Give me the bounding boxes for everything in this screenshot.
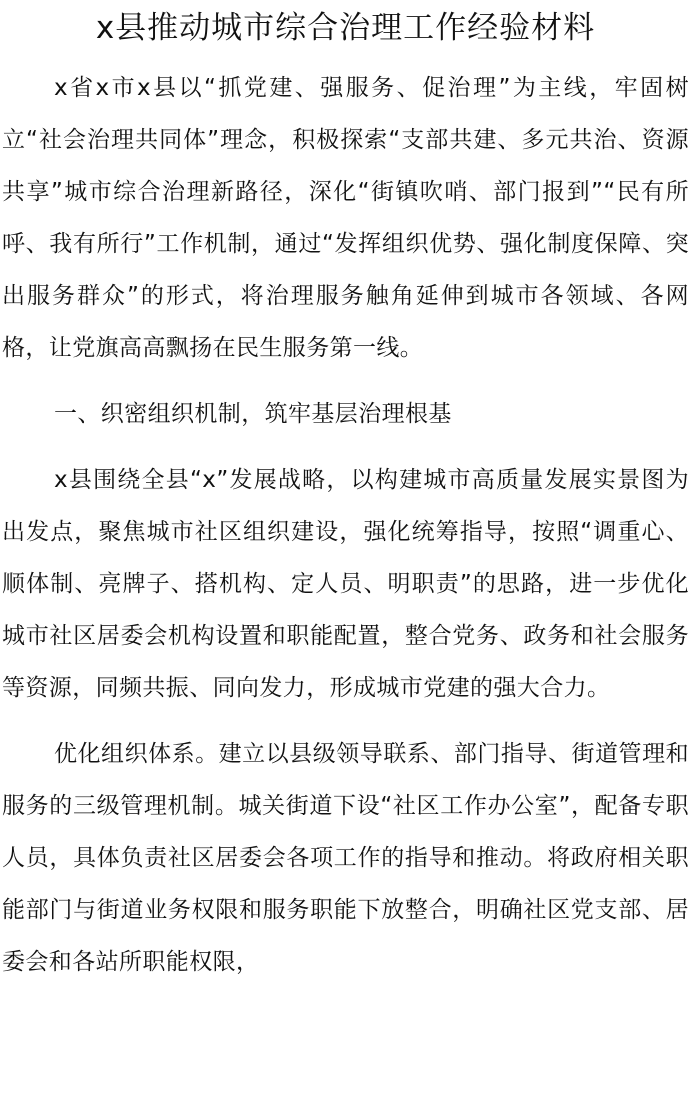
section-heading-1: 一、织密组织机制，筑牢基层治理根基	[54, 401, 452, 427]
section-1-paragraph: x县围绕全县“x”发展战略，以构建城市高质量发展实景图为出发点，聚焦城市社区组织建设，强化统筹指导，按照“调重心、顺体制、亮牌子、搭机构、定人员、明职责”的思路，进一步优化城市社区居委会机构设置和职能配置，整合党务、政务和社会服务等资源，同频共振、同向发力，形成城市党建的强大合力。	[2, 467, 689, 701]
document-title: x县推动城市综合治理工作经验材料	[95, 10, 596, 46]
intro-paragraph: x省x市x县以“抓党建、强服务、促治理”为主线，牢固树立“社会治理共同体”理念，积极探索“支部共建、多元共治、资源共享”城市综合治理新路径，深化“街镇吹哨、部门报到”“民有所呼、我有所行”工作机制，通过“发挥组织优势、强化制度保障、突出服务群众”的形式，将治理服务触角延伸到城市各领域、各网格，让党旗高高飘扬在民生服务第一线。	[2, 75, 689, 361]
optimize-organization-paragraph: 优化组织体系。建立以县级领导联系、部门指导、街道管理和服务的三级管理机制。城关街道下设“社区工作办公室”，配备专职人员，具体负责社区居委会各项工作的指导和推动。将政府相关职能部门与街道业务权限和服务职能下放整合，明确社区党支部、居委会和各站所职能权限，	[2, 741, 689, 975]
